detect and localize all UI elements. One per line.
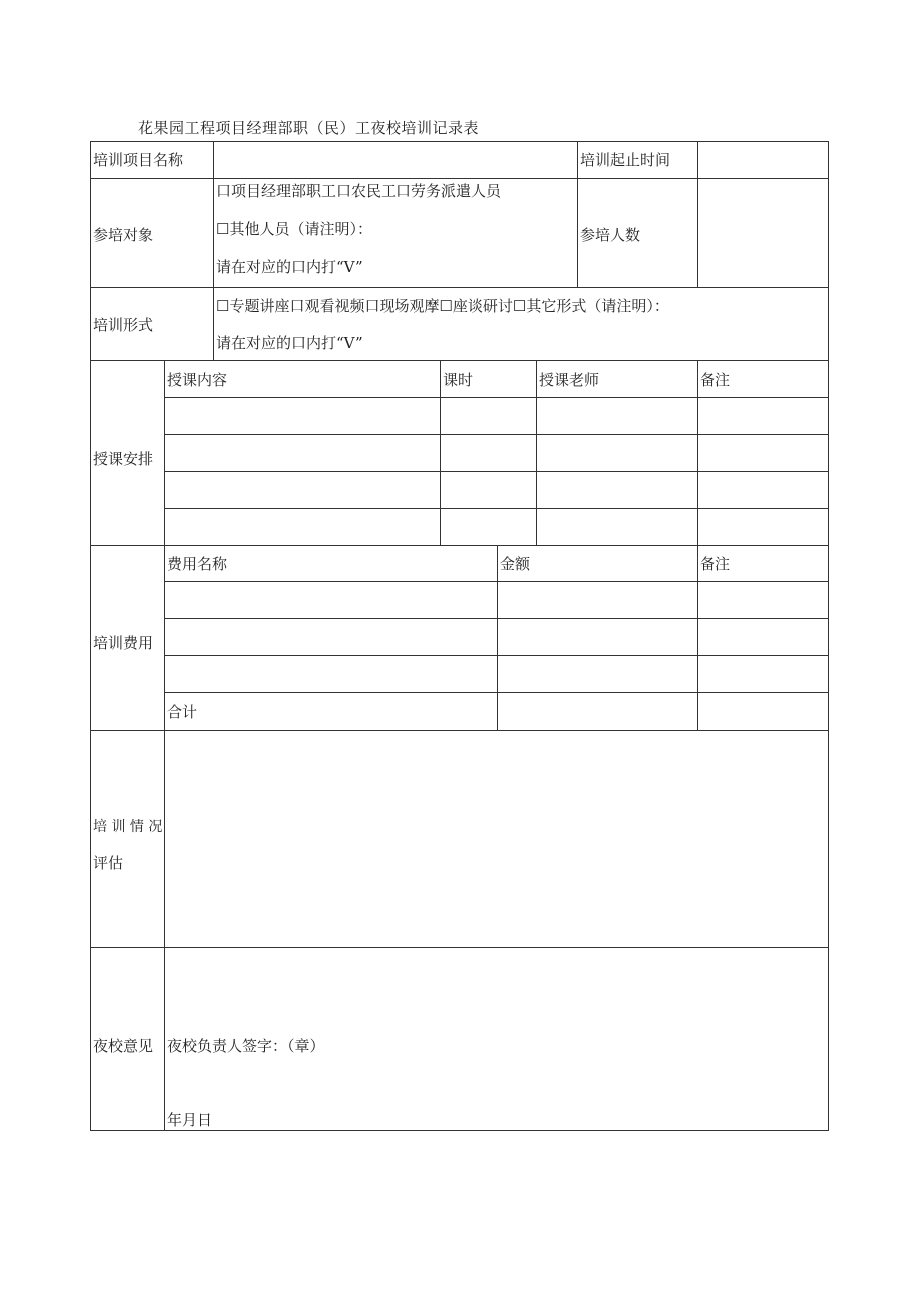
participant-options-line1[interactable]: 口项目经理部职工口农民工口劳务派遣人员 [216, 182, 502, 200]
participants-label: 参培对象 [93, 226, 154, 244]
cost-col-remark [697, 545, 698, 730]
cost-cell[interactable] [700, 664, 824, 684]
project-name-label: 培训项目名称 [93, 151, 184, 169]
cost-header-name: 费用名称 [167, 555, 228, 573]
schedule-cell[interactable] [700, 516, 824, 536]
participant-options-line2[interactable]: ☐其他人员（请注明）： [216, 220, 372, 238]
label-column-divider-top [213, 141, 214, 360]
schedule-divider-4 [164, 508, 829, 509]
schedule-header-remark: 备注 [700, 371, 731, 389]
schedule-cell[interactable] [539, 516, 694, 536]
row-divider-project [90, 178, 829, 179]
schedule-cell[interactable] [539, 479, 694, 499]
cost-cell[interactable] [167, 590, 494, 610]
row-divider-evaluation [90, 947, 829, 948]
schedule-header-teacher: 授课老师 [539, 371, 600, 389]
schedule-header-content: 授课内容 [167, 371, 228, 389]
training-form-options[interactable]: ☐专题讲座口观看视频口现场观摩☐座谈研讨☐其它形式（请注明）： [216, 297, 669, 315]
table-border-right [828, 141, 829, 1131]
schedule-cell[interactable] [167, 442, 437, 462]
cost-cell[interactable] [500, 664, 694, 684]
evaluation-label-line2: 评估 [93, 854, 124, 872]
schedule-header-hours: 课时 [443, 371, 474, 389]
participant-count-field[interactable] [700, 225, 824, 245]
cost-total-label: 合计 [167, 703, 198, 721]
schedule-cell[interactable] [167, 516, 437, 536]
evaluation-content-field[interactable] [167, 740, 822, 940]
signature-line: 夜校负责人签字：（章） [167, 1037, 325, 1055]
schedule-cell[interactable] [167, 405, 437, 425]
schedule-divider-1 [164, 397, 829, 398]
schedule-divider-3 [164, 471, 829, 472]
training-period-field[interactable] [700, 150, 824, 170]
schedule-label: 授课安排 [93, 450, 154, 468]
row-divider-costs [90, 730, 829, 731]
schedule-cell[interactable] [700, 479, 824, 499]
cost-cell[interactable] [500, 590, 694, 610]
table-border-bottom [90, 1130, 829, 1131]
table-border-left [90, 141, 91, 1131]
cost-cell[interactable] [167, 664, 494, 684]
schedule-col-remark [697, 360, 698, 545]
schedule-cell[interactable] [167, 479, 437, 499]
cost-cell[interactable] [700, 590, 824, 610]
schedule-cell[interactable] [700, 442, 824, 462]
form-title: 花果园工程项目经理部职（民）工夜校培训记录表 [138, 119, 480, 137]
costs-label: 培训费用 [93, 634, 154, 652]
training-period-label: 培训起止时间 [580, 151, 671, 169]
schedule-cell[interactable] [700, 405, 824, 425]
cost-header-amount: 金额 [500, 555, 531, 573]
participant-instruction: 请在对应的口内打“V” [216, 258, 363, 276]
schedule-cell[interactable] [539, 442, 694, 462]
schedule-cell[interactable] [539, 405, 694, 425]
project-name-field[interactable] [216, 150, 574, 170]
schedule-col-hours [440, 360, 441, 545]
table-border-top [90, 141, 829, 142]
period-label-left [577, 141, 578, 287]
evaluation-label-line1: 培 训 情 况 [93, 819, 163, 835]
cost-col-amount [497, 545, 498, 730]
training-form-label: 培训形式 [93, 316, 154, 334]
opinion-label: 夜校意见 [93, 1037, 154, 1055]
cost-cell[interactable] [500, 627, 694, 647]
row-divider-participants [90, 287, 829, 288]
row-divider-form [90, 360, 829, 361]
cost-cell[interactable] [700, 627, 824, 647]
participant-count-label: 参培人数 [580, 226, 641, 244]
schedule-divider-2 [164, 434, 829, 435]
schedule-cell[interactable] [443, 516, 533, 536]
schedule-col-teacher [536, 360, 537, 545]
cost-header-remark: 备注 [700, 555, 731, 573]
period-value-left [697, 141, 698, 287]
schedule-cell[interactable] [443, 479, 533, 499]
date-line: 年月日 [167, 1111, 213, 1129]
training-form-instruction: 请在对应的口内打“V” [216, 334, 363, 352]
label-column-divider-bottom [164, 360, 165, 1131]
row-divider-schedule [90, 545, 829, 546]
schedule-cell[interactable] [443, 405, 533, 425]
schedule-cell[interactable] [443, 442, 533, 462]
cost-cell[interactable] [167, 627, 494, 647]
